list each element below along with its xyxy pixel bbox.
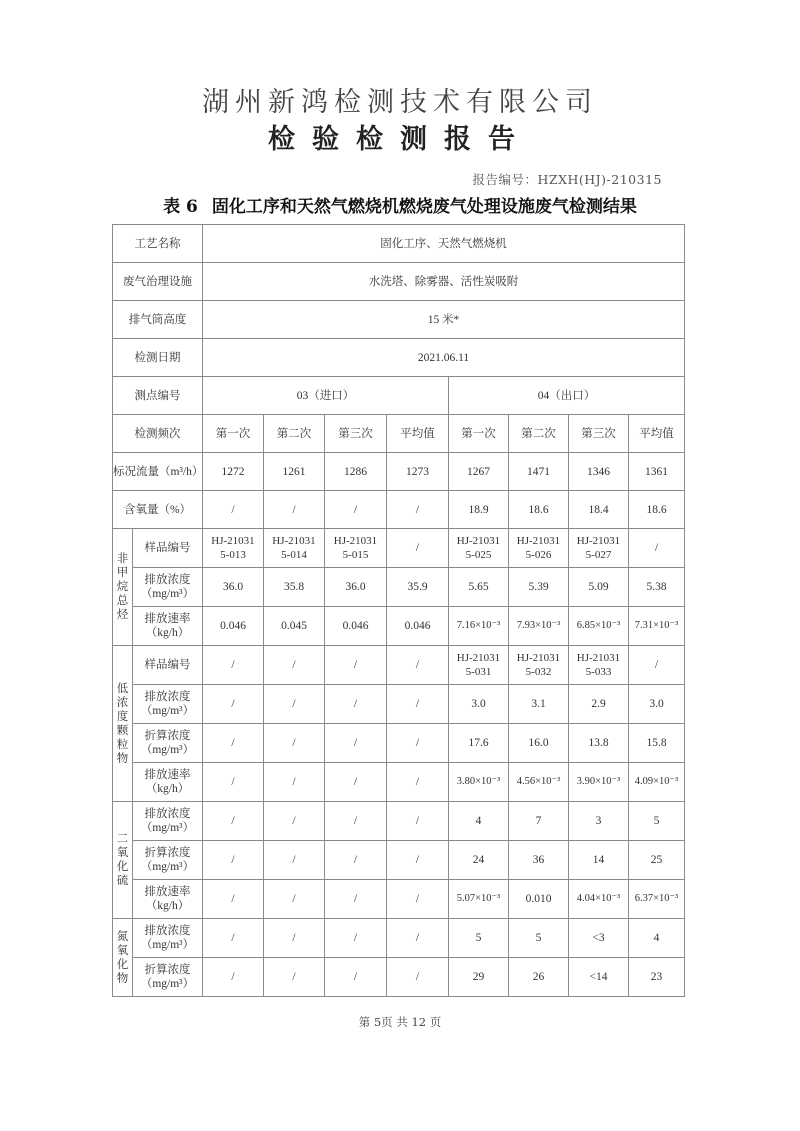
row-label: 标况流量（m³/h） [113, 453, 203, 491]
table-cell: / [203, 802, 264, 841]
info-label: 检测日期 [113, 339, 203, 377]
parameter-name: 折算浓度 [144, 964, 191, 976]
sample-id-part: 5-026 [525, 549, 552, 561]
table-cell: <14 [569, 958, 629, 997]
table-cell: 1267 [449, 453, 509, 491]
group-name-char: 烷 [116, 581, 129, 593]
table-cell: 6.85×10⁻³ [569, 607, 629, 646]
table-cell: 29 [449, 958, 509, 997]
parameter-label [133, 724, 203, 763]
table-cell: 35.8 [264, 568, 325, 607]
table-cell [325, 529, 387, 568]
freq-row [113, 415, 685, 453]
table-cell [509, 646, 569, 685]
table-cell: 5.09 [569, 568, 629, 607]
table-cell: <3 [569, 919, 629, 958]
info-value: 2021.06.11 [203, 339, 685, 377]
parameter-unit: （mg/m³） [140, 822, 195, 834]
pollutant-row [113, 958, 685, 997]
table-cell: / [387, 958, 449, 997]
table-cell: / [264, 724, 325, 763]
table-cell: / [325, 880, 387, 919]
pollutant-row [113, 646, 685, 685]
table-cell: / [203, 958, 264, 997]
table-cell: 5.07×10⁻³ [449, 880, 509, 919]
pollutant-row [113, 685, 685, 724]
table-cell: / [387, 841, 449, 880]
table-cell: 第二次 [264, 415, 325, 453]
table-cell: 15.8 [629, 724, 685, 763]
table-cell: / [203, 763, 264, 802]
sample-id-part: 5-033 [585, 666, 612, 678]
table-cell [449, 529, 509, 568]
parameter-name: 排放浓度 [144, 574, 191, 586]
table-cell: 5 [629, 802, 685, 841]
group-name-char: 物 [116, 972, 129, 985]
table-cell: 1286 [325, 453, 387, 491]
table-cell: 16.0 [509, 724, 569, 763]
table-cell: / [203, 880, 264, 919]
parameter-name: 排放浓度 [144, 925, 191, 937]
report-title: 检验检测报告 [268, 124, 532, 155]
table-cell: 5.39 [509, 568, 569, 607]
oxygen-row [113, 491, 685, 529]
table-cell: 35.9 [387, 568, 449, 607]
sample-id-part: 5-031 [465, 666, 492, 678]
sample-id-part: HJ-21031 [333, 535, 378, 547]
table-cell: / [203, 724, 264, 763]
table-cell: 18.4 [569, 491, 629, 529]
group-name-char: 粒 [116, 738, 129, 751]
table-cell: 4.56×10⁻³ [509, 763, 569, 802]
table-cell [264, 529, 325, 568]
parameter-label [133, 607, 203, 646]
table-cell: 36.0 [325, 568, 387, 607]
table-cell: 4.04×10⁻³ [569, 880, 629, 919]
group-name-char: 低 [116, 682, 129, 695]
sample-id-part: HJ-21031 [272, 535, 316, 547]
table-cell: 0.010 [509, 880, 569, 919]
table-cell: / [325, 919, 387, 958]
table-cell: 4 [629, 919, 685, 958]
table-cell: 5 [509, 919, 569, 958]
pollutant-row [113, 802, 685, 841]
table-cell: 3.0 [449, 685, 509, 724]
parameter-unit: （mg/m³） [140, 705, 195, 717]
table-cell: 第一次 [203, 415, 264, 453]
table-cell: / [629, 529, 685, 568]
table-cell: 第三次 [325, 415, 387, 453]
parameter-name: 排放浓度 [144, 808, 191, 820]
table-cell: 1361 [629, 453, 685, 491]
parameter-name: 排放速率 [144, 769, 191, 781]
parameter-label [133, 802, 203, 841]
parameter-name: 样品编号 [144, 659, 191, 671]
table-cell: 7 [509, 802, 569, 841]
table-cell: 1273 [387, 453, 449, 491]
table-cell: / [203, 685, 264, 724]
table-cell: 18.9 [449, 491, 509, 529]
outlet-point: 04（出口） [449, 377, 685, 415]
table-cell: 18.6 [509, 491, 569, 529]
parameter-unit: （mg/m³） [140, 978, 195, 990]
parameter-label [133, 958, 203, 997]
table-cell: / [203, 841, 264, 880]
sample-id-part: HJ-21031 [576, 535, 621, 547]
report-number [472, 170, 662, 188]
info-value: 15 米* [203, 301, 685, 339]
table-cell: 3.90×10⁻³ [569, 763, 629, 802]
table-cell: / [387, 919, 449, 958]
parameter-unit: （mg/m³） [140, 744, 195, 756]
table-cell: / [325, 491, 387, 529]
flow-row [113, 453, 685, 491]
parameter-unit: （kg/h） [145, 900, 190, 912]
table-caption-text: 固化工序和天然气燃烧机燃烧废气处理设施废气检测结果 [211, 197, 637, 217]
info-label: 排气筒高度 [113, 301, 203, 339]
table-cell: / [264, 880, 325, 919]
table-cell [203, 529, 264, 568]
table-cell: 0.045 [264, 607, 325, 646]
table-cell: / [325, 958, 387, 997]
row-label: 含氧量（%） [113, 491, 203, 529]
table-cell: / [387, 724, 449, 763]
table-cell: / [387, 763, 449, 802]
sample-id-part: 5-015 [342, 549, 369, 561]
group-name-char: 总 [116, 595, 129, 607]
report-number-value: HZXH(HJ)-210315 [537, 172, 662, 187]
group-name-char: 化 [116, 861, 129, 873]
sample-id-part: HJ-21031 [516, 535, 561, 547]
sample-id-part: HJ-21031 [576, 652, 621, 664]
table-cell [569, 646, 629, 685]
pollutant-row [113, 919, 685, 958]
parameter-name: 排放浓度 [144, 691, 191, 703]
sample-id-part: 5-032 [525, 666, 552, 678]
table-cell: 5.65 [449, 568, 509, 607]
table-cell: 4.09×10⁻³ [629, 763, 685, 802]
sample-id-part: 5-014 [281, 549, 307, 561]
table-cell: / [264, 841, 325, 880]
table-cell: 第三次 [569, 415, 629, 453]
info-row [113, 225, 685, 263]
group-name-char: 甲 [116, 567, 129, 579]
sample-id-part: 5-025 [465, 549, 492, 561]
group-name-char: 氧 [116, 944, 129, 957]
table-cell [509, 529, 569, 568]
parameter-label [133, 685, 203, 724]
table-cell: 13.8 [569, 724, 629, 763]
pollutant-group-name [113, 646, 133, 802]
table-cell [449, 646, 509, 685]
info-row [113, 301, 685, 339]
table-cell: 14 [569, 841, 629, 880]
row-label: 检测频次 [113, 415, 203, 453]
table-cell: 6.37×10⁻³ [629, 880, 685, 919]
table-cell: 3 [569, 802, 629, 841]
table-cell: / [203, 919, 264, 958]
table-cell: / [387, 491, 449, 529]
table-cell: / [264, 685, 325, 724]
table-cell: 26 [509, 958, 569, 997]
company-name: 湖州新鸿检测技术有限公司 [202, 87, 598, 118]
table-cell: 第一次 [449, 415, 509, 453]
table-cell: / [325, 841, 387, 880]
table-cell: 23 [629, 958, 685, 997]
parameter-name: 折算浓度 [144, 847, 191, 859]
pollutant-group-name [113, 919, 133, 997]
sample-id-part: HJ-21031 [211, 535, 255, 547]
table-caption [0, 192, 800, 217]
sample-id-part: 5-027 [585, 549, 612, 561]
inlet-point: 03（进口） [203, 377, 449, 415]
table-cell: 0.046 [387, 607, 449, 646]
page-number: 第 5页 共 12 页 [358, 1015, 442, 1029]
table-cell: 7.16×10⁻³ [449, 607, 509, 646]
table-cell: / [264, 958, 325, 997]
table-cell: / [325, 685, 387, 724]
table-number: 表 6 [163, 197, 198, 217]
info-value: 水洗塔、除雾器、活性炭吸附 [203, 263, 685, 301]
table-cell: 7.31×10⁻³ [629, 607, 685, 646]
table-cell: 第二次 [509, 415, 569, 453]
pollutant-row [113, 880, 685, 919]
table-cell: / [203, 491, 264, 529]
group-name-char: 烃 [116, 609, 129, 621]
table-cell: 25 [629, 841, 685, 880]
group-name-char: 度 [116, 710, 129, 723]
sample-id-part: HJ-21031 [516, 652, 561, 664]
group-name-char: 二 [116, 833, 129, 845]
pollutant-row [113, 763, 685, 802]
pollutant-row [113, 841, 685, 880]
pollutant-group-name [113, 529, 133, 646]
point-label: 测点编号 [113, 377, 203, 415]
table-cell: 36.0 [203, 568, 264, 607]
parameter-unit: （mg/m³） [140, 861, 195, 873]
table-cell: 2.9 [569, 685, 629, 724]
table-cell: / [387, 529, 449, 568]
parameter-unit: （mg/m³） [140, 939, 195, 951]
table-cell: / [203, 646, 264, 685]
seal-stamp-edge [737, 545, 749, 685]
results-table [112, 224, 685, 997]
info-row [113, 263, 685, 301]
table-cell: / [325, 802, 387, 841]
parameter-unit: （kg/h） [145, 627, 190, 639]
parameter-label [133, 841, 203, 880]
table-cell: 1261 [264, 453, 325, 491]
table-cell: 1346 [569, 453, 629, 491]
group-name-char: 氧 [116, 847, 129, 859]
group-name-char: 硫 [116, 875, 129, 887]
parameter-label [133, 880, 203, 919]
table-cell: / [264, 646, 325, 685]
parameter-name: 折算浓度 [144, 730, 191, 742]
table-cell: 3.80×10⁻³ [449, 763, 509, 802]
parameter-unit: （mg/m³） [140, 588, 195, 600]
sample-id-part: 5-013 [220, 549, 246, 561]
table-cell: 36 [509, 841, 569, 880]
table-cell: / [264, 491, 325, 529]
table-cell: / [387, 685, 449, 724]
table-cell: 0.046 [203, 607, 264, 646]
parameter-name: 样品编号 [144, 542, 191, 554]
parameter-label [133, 529, 203, 568]
sample-id-part: HJ-21031 [456, 535, 501, 547]
info-value: 固化工序、天然气燃烧机 [203, 225, 685, 263]
table-cell: / [325, 763, 387, 802]
table-cell: 1471 [509, 453, 569, 491]
info-label: 工艺名称 [113, 225, 203, 263]
group-name-char: 非 [116, 553, 129, 565]
pollutant-row [113, 568, 685, 607]
parameter-name: 排放速率 [144, 886, 191, 898]
table-cell: 4 [449, 802, 509, 841]
group-name-char: 颗 [116, 724, 129, 737]
table-cell: / [325, 724, 387, 763]
table-cell: 1272 [203, 453, 264, 491]
pollutant-row [113, 724, 685, 763]
table-cell: 0.046 [325, 607, 387, 646]
table-cell [569, 529, 629, 568]
info-row [113, 339, 685, 377]
table-cell: 平均值 [387, 415, 449, 453]
group-name-char: 物 [116, 752, 129, 765]
pollutant-row [113, 529, 685, 568]
table-cell: 18.6 [629, 491, 685, 529]
parameter-name: 排放速率 [144, 613, 191, 625]
table-cell: 5 [449, 919, 509, 958]
table-cell: / [387, 646, 449, 685]
sample-id-part: HJ-21031 [456, 652, 501, 664]
table-cell: 3.0 [629, 685, 685, 724]
pollutant-group-name [113, 802, 133, 919]
table-cell: 5.38 [629, 568, 685, 607]
parameter-unit: （kg/h） [145, 783, 190, 795]
group-name-char: 浓 [116, 696, 129, 709]
table-cell: 24 [449, 841, 509, 880]
table-cell: 3.1 [509, 685, 569, 724]
group-name-char: 化 [116, 958, 129, 971]
table-cell: 7.93×10⁻³ [509, 607, 569, 646]
parameter-label [133, 646, 203, 685]
table-cell: / [387, 880, 449, 919]
table-cell: / [264, 763, 325, 802]
pollutant-row [113, 607, 685, 646]
point-row [113, 377, 685, 415]
table-cell: / [325, 646, 387, 685]
table-cell: / [387, 802, 449, 841]
parameter-label [133, 919, 203, 958]
table-cell: 平均值 [629, 415, 685, 453]
group-name-char: 氮 [116, 930, 129, 943]
table-cell: / [264, 802, 325, 841]
table-cell: 17.6 [449, 724, 509, 763]
parameter-label [133, 763, 203, 802]
table-cell: / [629, 646, 685, 685]
report-number-label: 报告编号： [472, 172, 538, 187]
parameter-label [133, 568, 203, 607]
info-label: 废气治理设施 [113, 263, 203, 301]
table-cell: / [264, 919, 325, 958]
